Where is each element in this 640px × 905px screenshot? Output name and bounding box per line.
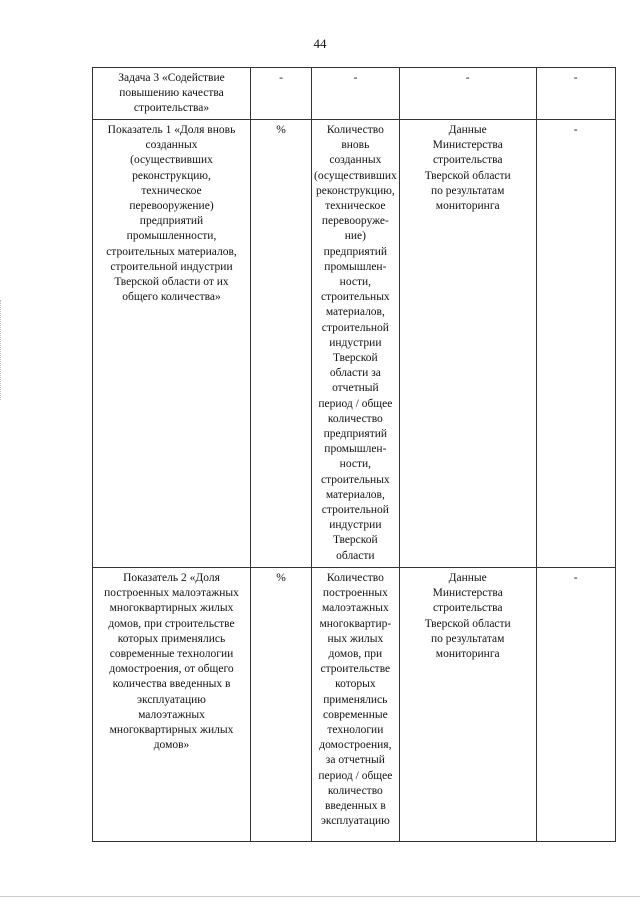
cell-text-line: Задача 3 «Содействие (118, 72, 225, 84)
cell-text-line: общего количества» (122, 291, 221, 304)
cell-text: % (276, 124, 286, 136)
cell-text-line: (осуществивших (130, 154, 213, 167)
cell-text-line: ние) (344, 230, 366, 243)
extra-cell (536, 568, 615, 842)
cell-text-line: многоквартирных жилых (109, 602, 234, 615)
cell-text-line: по результатам (431, 632, 505, 645)
cell-text-line: домостроения, (319, 739, 392, 752)
cell-text-line: количество (327, 412, 383, 425)
extra-cell (536, 68, 615, 120)
table-row (93, 68, 616, 120)
cell-text-line: строительной (321, 504, 389, 517)
cell-text-line: Тверской (333, 534, 378, 547)
cell-text-line: предприятий (323, 428, 388, 441)
cell-text-line: Тверской области (424, 169, 511, 182)
source-cell (399, 568, 536, 842)
cell-text-line: техническое (141, 184, 202, 197)
cell-text-line: домов» (153, 739, 190, 752)
cell-text-line: Министерства (432, 587, 503, 600)
cell-text: - (573, 124, 578, 136)
cell-text-line: индустрии (329, 519, 382, 532)
scan-edge-mark (0, 300, 3, 400)
cell-text-line: Показатель 2 «Доля (123, 572, 220, 584)
cell-text-line: которых применялись (117, 632, 226, 645)
cell-text-line: строительства (432, 602, 503, 615)
indicator-cell (93, 120, 251, 568)
cell-text-line: малоэтажных (138, 708, 205, 721)
cell-text-line: созданных (329, 154, 382, 167)
source-cell (399, 120, 536, 568)
cell-text-line: материалов, (325, 306, 385, 319)
cell-text-line: строительства» (133, 102, 210, 115)
cell-text-line: по результатам (431, 184, 505, 197)
unit-cell (251, 568, 312, 842)
cell-text-line: малоэтажных (321, 602, 389, 615)
cell-text-line: ных жилых (327, 632, 384, 645)
cell-text-line: Показатель 1 «Доля вновь (107, 124, 236, 136)
cell-text-line: мониторинга (435, 200, 500, 213)
cell-text-line: многоквартир- (319, 617, 392, 630)
cell-text-line: количества введенных в (112, 678, 231, 691)
cell-text-line: ности, (339, 276, 372, 289)
cell-text-line: которых (335, 678, 376, 691)
cell-text-line: перевооруже- (321, 215, 389, 228)
cell-text-line: количество (327, 784, 383, 797)
cell-text: - (279, 72, 283, 84)
cell-text-line: - (353, 72, 358, 84)
unit-cell (251, 120, 312, 568)
extra-cell (536, 120, 615, 568)
formula-cell (312, 568, 400, 842)
cell-text-line: повышению качества (119, 87, 224, 100)
formula-cell (312, 120, 400, 568)
cell-text-line: промышлен- (324, 443, 387, 456)
cell-text-line: Тверской области от их (114, 276, 229, 289)
cell-text-line: ности, (339, 458, 372, 471)
source-cell (399, 68, 536, 120)
cell-text-line: введенных в (324, 800, 386, 813)
cell-text-line: период / общее (318, 397, 393, 410)
cell-text-line: перевооружение) (129, 200, 214, 213)
indicators-table (92, 67, 616, 842)
cell-text-line: строительной (321, 321, 389, 334)
cell-text-line: Данные (448, 572, 487, 584)
cell-text-line: вновь (341, 139, 370, 152)
indicator-cell (93, 568, 251, 842)
unit-cell (251, 68, 312, 120)
cell-text-line: созданных (145, 139, 198, 152)
cell-text-line: Количество (326, 124, 384, 136)
cell-text-line: Министерства (432, 139, 503, 152)
scan-bottom-edge (0, 896, 640, 898)
indicator-cell (93, 68, 251, 120)
cell-text-line: реконструкцию, (132, 169, 211, 182)
table-row (93, 568, 616, 842)
cell-text-line: домостроения, от общего (109, 663, 234, 676)
cell-text-line: построенных (322, 587, 388, 600)
cell-text-line: эксплуатацию (320, 815, 390, 828)
cell-text-line: - (465, 72, 470, 84)
cell-text-line: Тверской области (424, 617, 511, 630)
cell-text-line: домов, при (328, 648, 383, 661)
cell-text-line: предприятий (323, 245, 388, 258)
cell-text-line: индустрии (329, 336, 382, 349)
cell-text: - (573, 572, 578, 584)
cell-text-line: современные (323, 708, 388, 721)
cell-text-line: строительной индустрии (110, 260, 233, 273)
cell-text-line: предприятий (139, 215, 204, 228)
cell-text-line: период / общее (318, 769, 393, 782)
cell-text-line: Тверской (333, 352, 378, 365)
cell-text-line: строительстве (320, 663, 391, 676)
cell-text-line: области (336, 549, 375, 562)
cell-text-line: промышлен- (324, 260, 387, 273)
cell-text-line: отчетный (332, 382, 379, 395)
cell-text-line: мониторинга (435, 648, 500, 661)
cell-text: - (573, 72, 578, 84)
cell-text-line: области за (329, 367, 381, 380)
cell-text-line: технологии (327, 724, 384, 737)
cell-text-line: (осуществивших (314, 169, 397, 182)
cell-text-line: за отчетный (325, 754, 385, 767)
cell-text-line: строительных (321, 473, 390, 486)
cell-text-line: строительства (432, 154, 503, 167)
cell-text-line: современные технологии (109, 648, 234, 661)
cell-text-line: Данные (448, 124, 487, 136)
cell-text-line: построенных малоэтажных (104, 587, 239, 600)
cell-text-line: многоквартирных жилых (109, 724, 234, 737)
cell-text-line: техническое (325, 200, 386, 213)
cell-text-line: промышленности, (126, 230, 217, 243)
cell-text-line: реконструкцию, (315, 184, 395, 197)
cell-text-line: применялись (323, 693, 388, 706)
table-row (93, 120, 616, 568)
cell-text-line: эксплуатацию (137, 693, 206, 706)
cell-text-line: Количество (326, 572, 384, 584)
cell-text-line: строительных материалов, (106, 245, 237, 258)
page-number: 44 (313, 36, 327, 51)
formula-cell (312, 68, 400, 120)
cell-text: % (276, 572, 286, 584)
cell-text-line: домов, при строительстве (108, 617, 235, 630)
cell-text-line: материалов, (325, 488, 385, 501)
cell-text-line: строительных (321, 291, 390, 304)
